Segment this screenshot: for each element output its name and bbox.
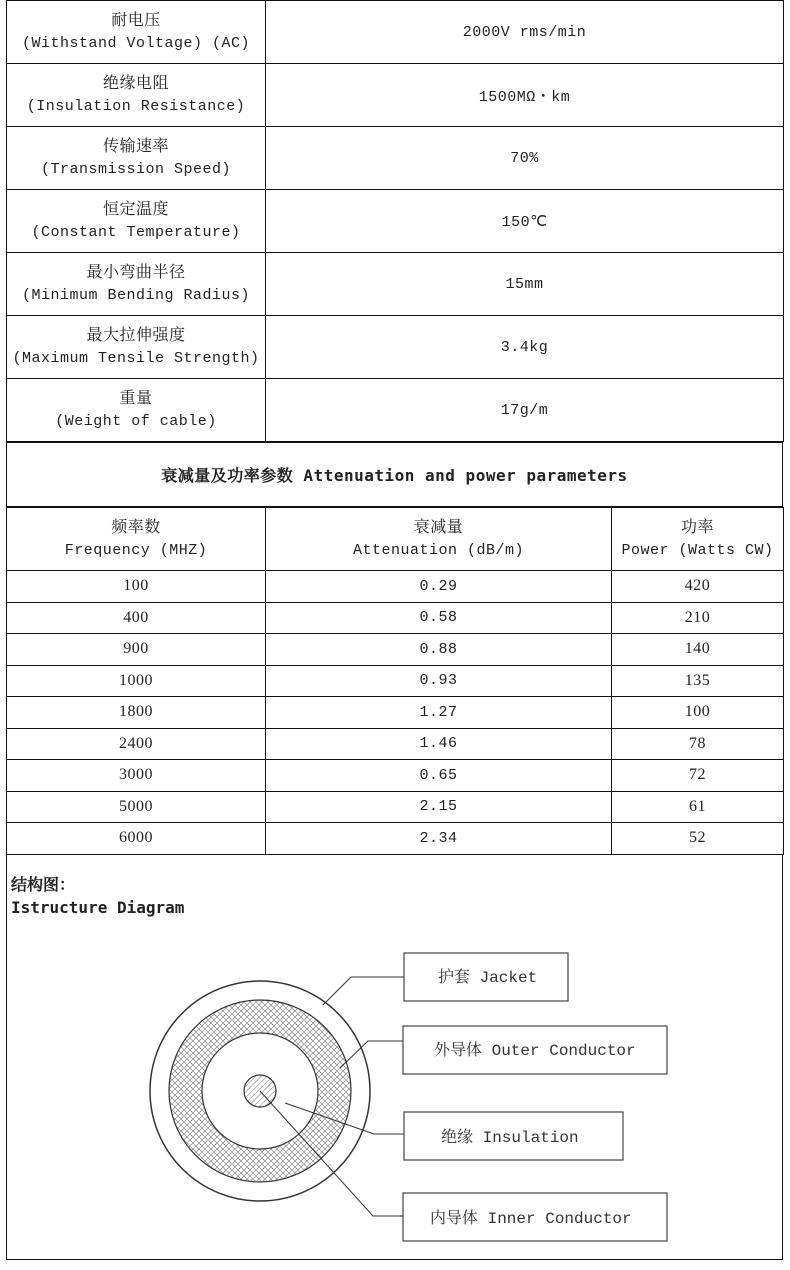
spec-label — [7, 253, 266, 316]
attenuation-row — [7, 665, 784, 697]
attenuation-row — [7, 760, 784, 792]
header-power — [612, 508, 784, 571]
attenuation-cell: 0.65 — [266, 760, 612, 792]
spec-value: 150℃ — [266, 190, 784, 253]
attenuation-cell: 2.15 — [266, 791, 612, 823]
structure-title-zh: 结构图： — [11, 874, 76, 894]
jacket-leader — [323, 977, 404, 1005]
power-cell: 72 — [612, 760, 784, 792]
structure-diagram-section — [6, 855, 783, 1260]
frequency-cell: 100 — [7, 571, 266, 603]
spec-row — [7, 253, 784, 316]
spec-label — [7, 316, 266, 379]
spec-label — [7, 190, 266, 253]
inner-conductor-label: 内导体 Inner Conductor — [430, 1209, 632, 1228]
attenuation-cell: 0.58 — [266, 602, 612, 634]
power-cell: 210 — [612, 602, 784, 634]
spec-label — [7, 64, 266, 127]
attenuation-cell: 0.93 — [266, 665, 612, 697]
cable-cross-section-diagram — [7, 855, 784, 1259]
spec-label-zh: 传输速率 — [102, 138, 169, 155]
attenuation-cell: 1.27 — [266, 697, 612, 729]
spec-row — [7, 190, 784, 253]
structure-title-en: Istructure Diagram — [11, 897, 185, 917]
power-cell: 420 — [612, 571, 784, 603]
frequency-cell: 900 — [7, 634, 266, 666]
spec-label-zh: 耐电压 — [111, 12, 161, 29]
spec-table — [6, 0, 784, 442]
attenuation-row — [7, 791, 784, 823]
spec-row — [7, 379, 784, 442]
spec-row — [7, 1, 784, 64]
spec-label-zh: 最小弯曲半径 — [86, 264, 186, 281]
spec-row — [7, 127, 784, 190]
spec-label-zh: 绝缘电阻 — [102, 75, 169, 92]
jacket-label: 护套 Jacket — [438, 968, 538, 987]
outer-conductor-label: 外导体 Outer Conductor — [434, 1041, 636, 1060]
frequency-cell: 5000 — [7, 791, 266, 823]
power-cell: 52 — [612, 823, 784, 855]
attenuation-cell: 0.29 — [266, 571, 612, 603]
section-title: 衰减量及功率参数 Attenuation and power parameters — [7, 443, 783, 507]
spec-label-zh: 最大拉伸强度 — [86, 327, 186, 344]
header-power-zh: 功率 — [680, 519, 714, 536]
header-frequency-en: Frequency (MHZ) — [64, 542, 208, 559]
spec-value: 70% — [266, 127, 784, 190]
spec-value: 15mm — [266, 253, 784, 316]
attenuation-row — [7, 697, 784, 729]
spec-value: 3.4kg — [266, 316, 784, 379]
attenuation-cell: 0.88 — [266, 634, 612, 666]
frequency-cell: 1000 — [7, 665, 266, 697]
spec-label-en: (Maximum Tensile Strength) — [12, 350, 260, 367]
spec-row — [7, 64, 784, 127]
spec-row — [7, 316, 784, 379]
spec-label-en: (Insulation Resistance) — [26, 98, 246, 115]
spec-label — [7, 379, 266, 442]
attenuation-table — [6, 507, 784, 855]
spec-label-en: (Weight of cable) — [55, 413, 217, 430]
spec-value: 1500MΩ・km — [266, 64, 784, 127]
attenuation-section-title — [6, 442, 783, 507]
power-cell: 100 — [612, 697, 784, 729]
spec-label-en: (Minimum Bending Radius) — [21, 287, 251, 304]
spec-label-en: (Constant Temperature) — [31, 224, 241, 241]
attenuation-row — [7, 634, 784, 666]
insulation-label: 绝缘 Insulation — [441, 1128, 579, 1147]
attenuation-row — [7, 602, 784, 634]
attenuation-row — [7, 728, 784, 760]
attenuation-cell: 2.34 — [266, 823, 612, 855]
spec-value: 2000V rms/min — [266, 1, 784, 64]
power-cell: 135 — [612, 665, 784, 697]
power-cell: 61 — [612, 791, 784, 823]
spec-label-en: (Withstand Voltage) (AC) — [21, 35, 251, 52]
spec-label — [7, 1, 266, 64]
spec-sheet — [6, 0, 783, 1260]
frequency-cell: 2400 — [7, 728, 266, 760]
frequency-cell: 6000 — [7, 823, 266, 855]
power-cell: 78 — [612, 728, 784, 760]
spec-label-en: (Transmission Speed) — [40, 161, 232, 178]
header-frequency — [7, 508, 266, 571]
header-attenuation-en: Attenuation (dB/m) — [352, 542, 525, 559]
attenuation-row — [7, 823, 784, 855]
spec-label — [7, 127, 266, 190]
spec-label-zh: 恒定温度 — [102, 201, 169, 218]
spec-label-zh: 重量 — [119, 390, 153, 407]
frequency-cell: 3000 — [7, 760, 266, 792]
power-cell: 140 — [612, 634, 784, 666]
header-attenuation — [266, 508, 612, 571]
spec-value: 17g/m — [266, 379, 784, 442]
attenuation-cell: 1.46 — [266, 728, 612, 760]
attenuation-header-row — [7, 508, 784, 571]
frequency-cell: 1800 — [7, 697, 266, 729]
header-power-en: Power (Watts CW) — [621, 542, 774, 559]
attenuation-row — [7, 571, 784, 603]
header-frequency-zh: 频率数 — [111, 519, 161, 536]
header-attenuation-zh: 衰减量 — [413, 519, 464, 536]
frequency-cell: 400 — [7, 602, 266, 634]
